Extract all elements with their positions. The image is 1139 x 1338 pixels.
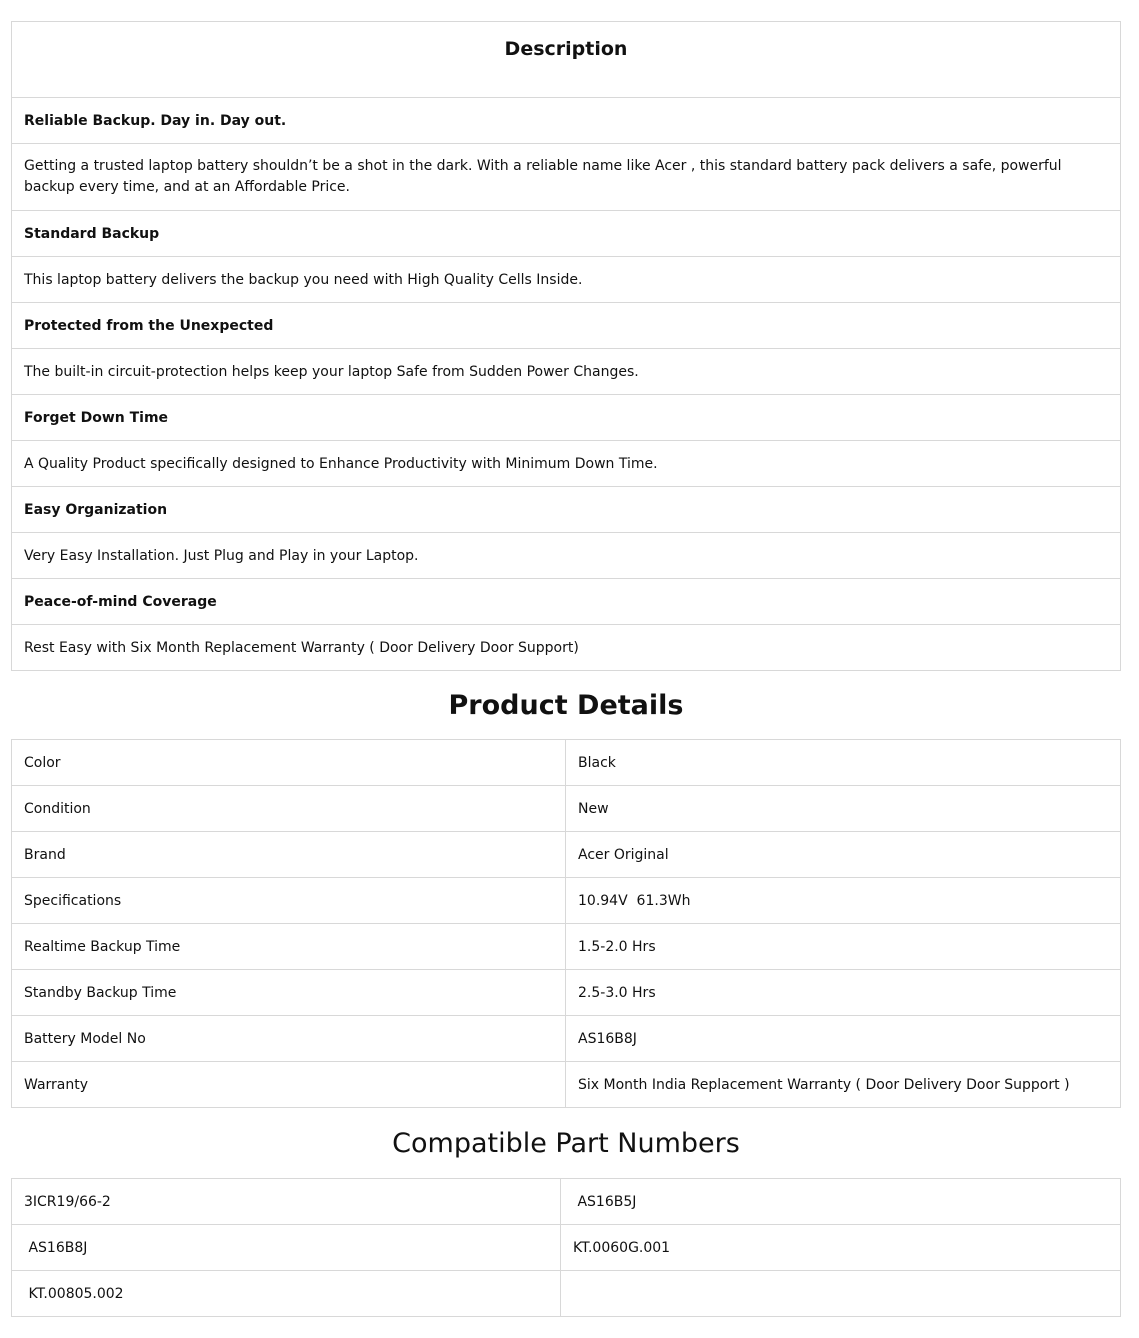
part-number: KT.0060G.001 bbox=[561, 1225, 1121, 1271]
table-row bbox=[12, 924, 1121, 970]
detail-label: Brand bbox=[12, 832, 566, 878]
product-details-title: Product Details bbox=[448, 689, 684, 721]
section-text: Rest Easy with Six Month Replacement Warranty ( Door Delivery Door Support) bbox=[12, 625, 1121, 671]
table-row bbox=[12, 1225, 1121, 1271]
section-text: Getting a trusted laptop battery shouldn’t be a shot in the dark. With a reliable name like Acer , this standard battery pack delivers a safe, powerful backup every time, and at an Affordable Price. bbox=[12, 144, 1121, 211]
detail-label: Color bbox=[12, 740, 566, 786]
section-text: Very Easy Installation. Just Plug and Play in your Laptop. bbox=[12, 533, 1121, 579]
detail-value: 1.5-2.0 Hrs bbox=[566, 924, 1121, 970]
section-heading: Protected from the Unexpected bbox=[12, 303, 1121, 349]
description-title: Description bbox=[12, 22, 1121, 98]
table-row bbox=[12, 832, 1121, 878]
part-number: 3ICR19/66-2 bbox=[12, 1179, 561, 1225]
table-row bbox=[12, 1016, 1121, 1062]
section-text: This laptop battery delivers the backup you need with High Quality Cells Inside. bbox=[12, 257, 1121, 303]
table-row bbox=[12, 970, 1121, 1016]
detail-value: Six Month India Replacement Warranty ( Door Delivery Door Support ) bbox=[566, 1062, 1121, 1108]
detail-label: Specifications bbox=[12, 878, 566, 924]
table-row bbox=[12, 786, 1121, 832]
table-row bbox=[12, 1062, 1121, 1108]
detail-label: Condition bbox=[12, 786, 566, 832]
product-details-table bbox=[11, 739, 1121, 1108]
detail-label: Realtime Backup Time bbox=[12, 924, 566, 970]
part-number: KT.00805.002 bbox=[12, 1271, 561, 1317]
description-table bbox=[11, 21, 1121, 671]
detail-label: Standby Backup Time bbox=[12, 970, 566, 1016]
section-heading: Peace-of-mind Coverage bbox=[12, 579, 1121, 625]
part-number: AS16B8J bbox=[12, 1225, 561, 1271]
detail-value: 10.94V 61.3Wh bbox=[566, 878, 1121, 924]
section-text: The built-in circuit-protection helps keep your laptop Safe from Sudden Power Changes. bbox=[12, 349, 1121, 395]
part-number bbox=[561, 1271, 1121, 1317]
table-row bbox=[12, 1271, 1121, 1317]
table-row bbox=[12, 1179, 1121, 1225]
detail-value: 2.5-3.0 Hrs bbox=[566, 970, 1121, 1016]
section-heading: Standard Backup bbox=[12, 211, 1121, 257]
table-row bbox=[12, 878, 1121, 924]
section-text: A Quality Product specifically designed to Enhance Productivity with Minimum Down Time. bbox=[12, 441, 1121, 487]
detail-value: Acer Original bbox=[566, 832, 1121, 878]
detail-value: Black bbox=[566, 740, 1121, 786]
detail-label: Battery Model No bbox=[12, 1016, 566, 1062]
compatible-parts-table bbox=[11, 1178, 1121, 1317]
detail-value: AS16B8J bbox=[566, 1016, 1121, 1062]
section-heading: Easy Organization bbox=[12, 487, 1121, 533]
table-row bbox=[12, 740, 1121, 786]
detail-label: Warranty bbox=[12, 1062, 566, 1108]
part-number: AS16B5J bbox=[561, 1179, 1121, 1225]
section-heading: Forget Down Time bbox=[12, 395, 1121, 441]
section-heading: Reliable Backup. Day in. Day out. bbox=[12, 98, 1121, 144]
compatible-parts-title: Compatible Part Numbers bbox=[392, 1127, 740, 1159]
detail-value: New bbox=[566, 786, 1121, 832]
page-content bbox=[11, 21, 1121, 1317]
